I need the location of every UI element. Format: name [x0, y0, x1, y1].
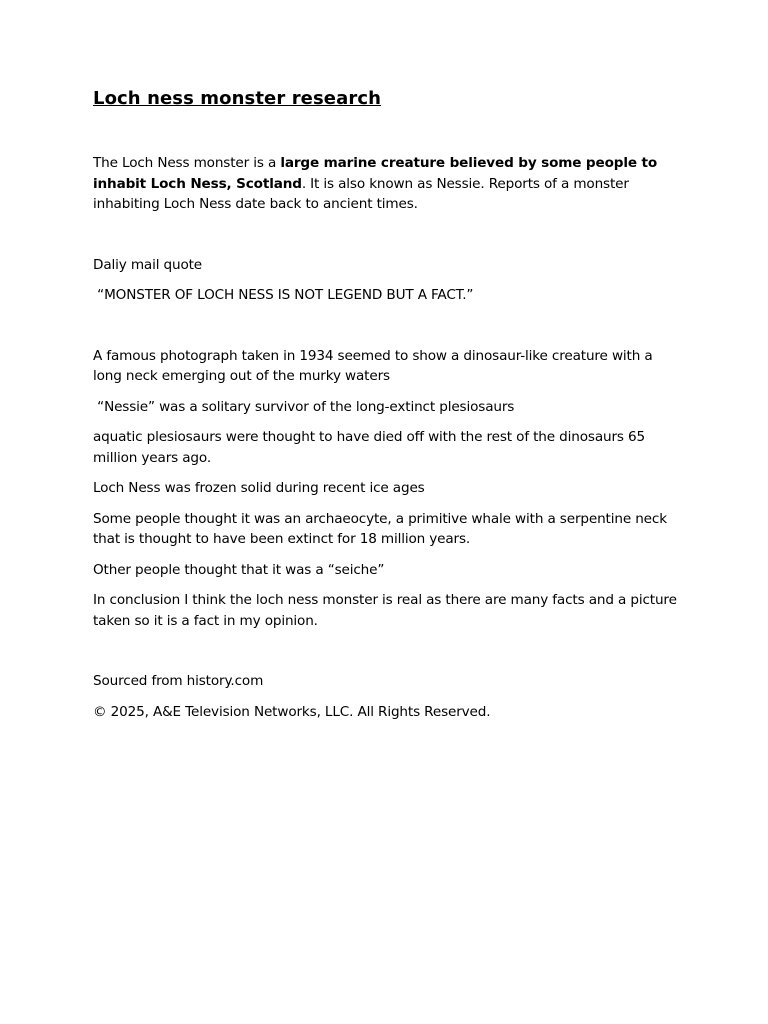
source-line: Sourced from history.com [93, 673, 264, 689]
fact-paragraph-seiche: Other people thought that it was a “seiche” [93, 561, 385, 578]
fact-paragraph-survivor: “Nessie” was a solitary survivor of the long-extinct plesiosaurs [93, 398, 515, 415]
document-title: Loch ness monster research [93, 88, 382, 109]
quote-label: Daliy mail quote [93, 256, 203, 273]
copyright-line: © 2025, A&E Television Networks, LLC. All Rights Reserved. [93, 703, 491, 720]
conclusion-paragraph: In conclusion I think the loch ness monster is real as there are many facts and a picture taken so it is a fact in my opinion. [93, 592, 677, 629]
intro-paragraph [93, 153, 683, 215]
intro-text-start: The Loch Ness monster is a [93, 155, 281, 171]
fact-paragraph-archaeocyte: Some people thought it was an archaeocyte, a primitive whale with a serpentine neck that is thought to have been extinct for 18 million years. [93, 510, 667, 547]
intro-text-end: . It is also known as Nessie. Reports of a monster inhabiting Loch Ness date back to ancient times. [93, 175, 629, 212]
document-page [93, 86, 683, 722]
fact-paragraph-photograph: A famous photograph taken in 1934 seemed to show a dinosaur-like creature with a long neck emerging out of the murky waters [93, 347, 653, 384]
fact-paragraph-plesiosaurs: aquatic plesiosaurs were thought to have died off with the rest of the dinosaurs 65 million years ago. [93, 429, 646, 466]
intro-text-bold: large marine creature believed by some people to inhabit Loch Ness, Scotland [93, 155, 658, 192]
quote-text: “MONSTER OF LOCH NESS IS NOT LEGEND BUT A FACT.” [93, 287, 474, 303]
fact-paragraph-ice-ages: Loch Ness was frozen solid during recent ice ages [93, 480, 425, 496]
